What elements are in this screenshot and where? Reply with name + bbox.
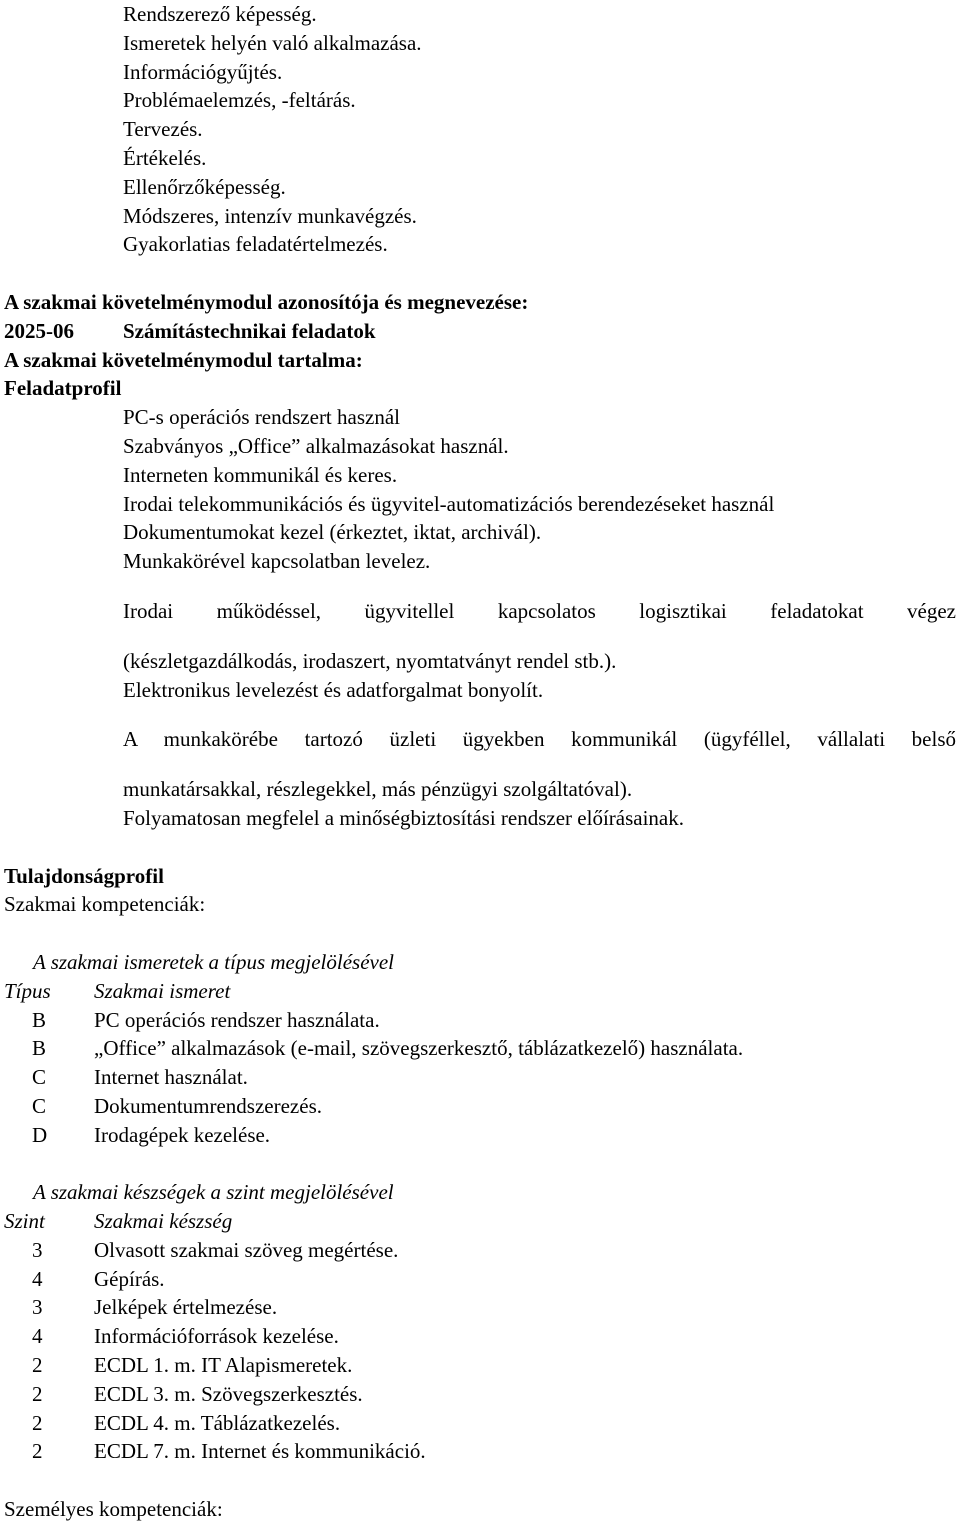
table-row [4,1006,956,1035]
list-item: Értékelés. [123,145,207,170]
list-item: Rendszerező képesség. [123,2,317,26]
module-code: 2025-06 [4,318,74,343]
task-item: Szabványos „Office” alkalmazásokat használ. [123,433,509,458]
module-header [4,288,956,403]
feladatprofil-list [4,403,956,833]
list-item: Módszeres, intenzív munkavégzés. [123,203,417,228]
spacer [4,259,956,288]
spacer [4,1149,956,1178]
column-header-szakmai-keszseg: Szakmai készség [94,1209,233,1234]
table-row [4,1236,956,1265]
task-item: Folyamatosan megfelel a minőségbiztosítási rendszer előírásainak. [123,805,684,830]
level-code: 2 [32,1410,43,1435]
knowledge-text: Dokumentumrendszerezés. [94,1093,322,1118]
task-item: munkatársakkal, részlegekkel, más pénzügyi szolgáltatóval). [123,777,633,802]
table-row [4,1293,956,1322]
table-row [4,1380,956,1409]
table-row [4,1034,956,1063]
task-item: Elektronikus levelezést és adatforgalmat bonyolít. [123,677,544,702]
task-item: Irodai telekommunikációs és ügyvitel-automatizációs berendezéseket használ [123,491,775,516]
column-header-tipus: Típus [4,978,51,1003]
level-code: 2 [32,1381,43,1406]
table-row [4,1265,956,1294]
task-item: A munkakörébe tartozó üzleti ügyekben kommunikál (ügyféllel, vállalati belső [123,727,956,752]
level-code: 3 [32,1237,43,1262]
skill-text: Jelképek értelmezése. [94,1295,278,1320]
type-code: B [32,1007,47,1032]
document-page [4,0,956,1524]
type-code: D [32,1122,48,1147]
table-row [4,1092,956,1121]
table-row [4,1409,956,1438]
skill-text: Gépírás. [94,1266,165,1291]
level-code: 3 [32,1295,43,1320]
szakmai-kompetenciak-label: Szakmai kompetenciák: [4,892,206,917]
knowledge-text: Internet használat. [94,1065,248,1090]
skill-text: ECDL 7. m. Internet és kommunikáció. [94,1439,426,1464]
task-item: Irodai működéssel, ügyvitellel kapcsolatos logisztikai feladatokat végez [123,598,956,623]
competence-list [4,0,956,259]
tulajdonsagprofil-header [4,862,956,920]
feladatprofil-title: Feladatprofil [4,376,122,401]
column-header-szakmai-ismeret: Szakmai ismeret [94,978,231,1003]
list-item: Gyakorlatias feladatértelmezés. [123,232,388,257]
keszsegek-table [4,1178,956,1466]
list-item: Ismeretek helyén való alkalmazása. [123,30,422,55]
task-item: Munkakörével kapcsolatban levelez. [123,549,431,574]
table-row [4,1322,956,1351]
type-code: B [32,1036,47,1061]
level-code: 4 [32,1266,43,1291]
module-code-row [4,317,956,346]
ismeretek-heading: A szakmai ismeretek a típus megjelölésével [33,949,394,974]
column-header-szint: Szint [4,1209,45,1234]
task-item: PC-s operációs rendszert használ [123,405,400,430]
tulajdonsagprofil-title: Tulajdonságprofil [4,863,164,888]
keszsegek-heading: A szakmai készségek a szint megjelölésével [33,1180,394,1205]
table-row [4,1121,956,1150]
szemelyes-kompetenciak-label: Személyes kompetenciák: [4,1497,223,1522]
spacer [4,833,956,862]
table-row [4,1063,956,1092]
skill-text: ECDL 1. m. IT Alapismeretek. [94,1353,353,1378]
task-item: (készletgazdálkodás, irodaszert, nyomtatványt rendel stb.). [123,648,617,673]
table-row [4,1351,956,1380]
level-code: 4 [32,1324,43,1349]
knowledge-text: „Office” alkalmazások (e-mail, szövegszerkesztő, táblázatkezelő) használata. [94,1036,744,1061]
list-item: Információgyűjtés. [123,59,283,84]
type-code: C [32,1065,47,1090]
skill-text: Információforrások kezelése. [94,1324,339,1349]
list-item: Problémaelemzés, -feltárás. [123,88,356,113]
module-id-heading: A szakmai követelménymodul azonosítója és megnevezése: [4,289,529,314]
task-item: Interneten kommunikál és keres. [123,462,398,487]
table-row [4,1437,956,1466]
knowledge-text: Irodagépek kezelése. [94,1122,271,1147]
module-name: Számítástechnikai feladatok [123,318,376,343]
list-item: Tervezés. [123,117,203,142]
spacer [4,919,956,948]
skill-text: Olvasott szakmai szöveg megértése. [94,1237,399,1262]
ismeretek-table [4,948,956,1150]
keszsegek-header-row [4,1207,956,1236]
type-code: C [32,1093,47,1118]
skill-text: ECDL 3. m. Szövegszerkesztés. [94,1381,363,1406]
level-code: 2 [32,1439,43,1464]
level-code: 2 [32,1353,43,1378]
knowledge-text: PC operációs rendszer használata. [94,1007,380,1032]
spacer [4,1466,956,1495]
task-item: Dokumentumokat kezel (érkeztet, iktat, archivál). [123,520,542,545]
ismeretek-header-row [4,977,956,1006]
module-content-heading: A szakmai követelménymodul tartalma: [4,347,363,372]
skill-text: ECDL 4. m. Táblázatkezelés. [94,1410,341,1435]
list-item: Ellenőrzőképesség. [123,174,286,199]
